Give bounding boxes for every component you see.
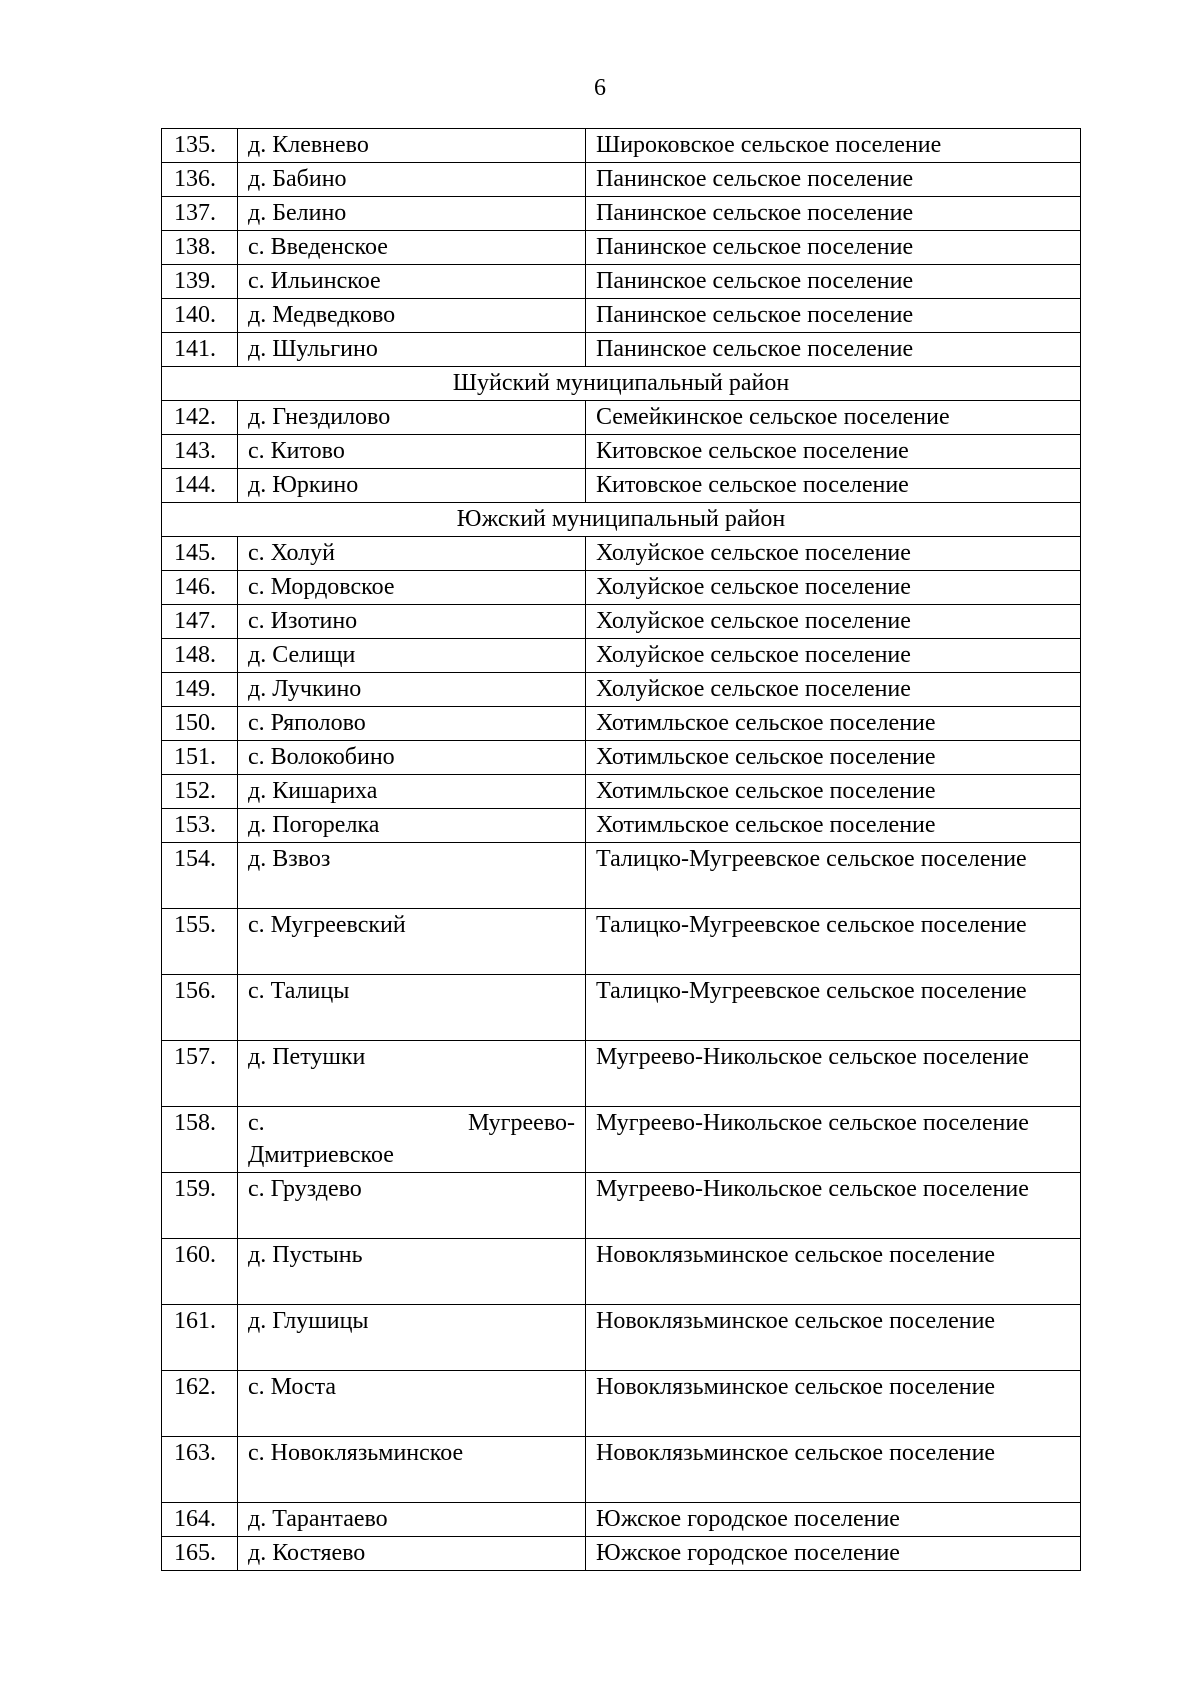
municipality-name: Новоклязьминское сельское поселение (586, 1437, 1081, 1503)
table-row (162, 975, 1081, 1041)
settlement-name: д. Кишариха (238, 775, 586, 809)
settlement-name: д. Тарантаево (238, 1503, 586, 1537)
municipality-name: Талицко-Мугреевское сельское поселение (586, 843, 1081, 909)
table-row (162, 809, 1081, 843)
municipality-name: Широковское сельское поселение (586, 129, 1081, 163)
section-title: Южский муниципальный район (162, 503, 1081, 537)
table-row (162, 129, 1081, 163)
table-row (162, 707, 1081, 741)
table-row (162, 673, 1081, 707)
row-number: 140. (162, 299, 238, 333)
row-number: 156. (162, 975, 238, 1041)
municipality-name: Холуйское сельское поселение (586, 605, 1081, 639)
settlement-name: д. Белино (238, 197, 586, 231)
row-number: 135. (162, 129, 238, 163)
table-row (162, 1503, 1081, 1537)
settlement-name: с. Талицы (238, 975, 586, 1041)
municipality-name: Холуйское сельское поселение (586, 639, 1081, 673)
section-header-row (162, 503, 1081, 537)
table-row (162, 1041, 1081, 1107)
settlement-name: с. Ряполово (238, 707, 586, 741)
settlement-name: с. Изотино (238, 605, 586, 639)
row-number: 162. (162, 1371, 238, 1437)
row-number: 145. (162, 537, 238, 571)
table-row (162, 909, 1081, 975)
municipality-name: Панинское сельское поселение (586, 231, 1081, 265)
settlement-name: д. Шульгино (238, 333, 586, 367)
settlement-name: д. Лучкино (238, 673, 586, 707)
row-number: 155. (162, 909, 238, 975)
row-number: 139. (162, 265, 238, 299)
table-row (162, 163, 1081, 197)
municipality-name: Холуйское сельское поселение (586, 673, 1081, 707)
row-number: 161. (162, 1305, 238, 1371)
table-row (162, 605, 1081, 639)
settlement-name: д. Погорелка (238, 809, 586, 843)
municipality-name: Панинское сельское поселение (586, 299, 1081, 333)
page-number: 6 (594, 75, 606, 101)
settlement-name: с. Новоклязьминское (238, 1437, 586, 1503)
municipality-name: Панинское сельское поселение (586, 197, 1081, 231)
municipality-name: Хотимльское сельское поселение (586, 707, 1081, 741)
row-number: 164. (162, 1503, 238, 1537)
municipality-name: Южское городское поселение (586, 1537, 1081, 1571)
settlement-name: д. Клевнево (238, 129, 586, 163)
settlement-name: с. Моста (238, 1371, 586, 1437)
settlement-name-line1 (248, 1107, 575, 1139)
municipality-name: Китовское сельское поселение (586, 469, 1081, 503)
row-number: 151. (162, 741, 238, 775)
table-row (162, 197, 1081, 231)
table-row (162, 1537, 1081, 1571)
row-number: 163. (162, 1437, 238, 1503)
settlement-name: д. Глушицы (238, 1305, 586, 1371)
row-number: 137. (162, 197, 238, 231)
municipality-name: Новоклязьминское сельское поселение (586, 1239, 1081, 1305)
table-row (162, 843, 1081, 909)
table-row (162, 435, 1081, 469)
settlement-name: д. Селищи (238, 639, 586, 673)
row-number: 149. (162, 673, 238, 707)
municipality-name: Панинское сельское поселение (586, 265, 1081, 299)
row-number: 158. (162, 1107, 238, 1173)
row-number: 148. (162, 639, 238, 673)
settlements-table (161, 128, 1081, 1571)
municipality-name: Холуйское сельское поселение (586, 571, 1081, 605)
row-number: 159. (162, 1173, 238, 1239)
table-row (162, 1239, 1081, 1305)
municipality-name: Мугреево-Никольское сельское поселение (586, 1173, 1081, 1239)
municipality-name: Семейкинское сельское поселение (586, 401, 1081, 435)
row-number: 136. (162, 163, 238, 197)
municipality-name: Талицко-Мугреевское сельское поселение (586, 909, 1081, 975)
row-number: 144. (162, 469, 238, 503)
municipality-name: Мугреево-Никольское сельское поселение (586, 1107, 1081, 1173)
municipality-name: Холуйское сельское поселение (586, 537, 1081, 571)
table-row (162, 775, 1081, 809)
municipality-name: Китовское сельское поселение (586, 435, 1081, 469)
table-row (162, 1107, 1081, 1173)
row-number: 150. (162, 707, 238, 741)
table-row (162, 639, 1081, 673)
settlement-name: д. Петушки (238, 1041, 586, 1107)
table-row (162, 333, 1081, 367)
settlement-name: д. Взвоз (238, 843, 586, 909)
row-number: 152. (162, 775, 238, 809)
municipality-name: Хотимльское сельское поселение (586, 809, 1081, 843)
settlement-name: с. Волокобино (238, 741, 586, 775)
municipality-name: Новоклязьминское сельское поселение (586, 1371, 1081, 1437)
table-row (162, 1173, 1081, 1239)
settlement-name: д. Медведково (238, 299, 586, 333)
table-row (162, 231, 1081, 265)
settlement-name: д. Гнездилово (238, 401, 586, 435)
row-number: 142. (162, 401, 238, 435)
settlement-name: с. Холуй (238, 537, 586, 571)
table-row (162, 299, 1081, 333)
settlement-name: с. Груздево (238, 1173, 586, 1239)
settlement-name: с. Китово (238, 435, 586, 469)
table-row (162, 537, 1081, 571)
settlement-prefix: с. (248, 1110, 265, 1136)
table-row (162, 571, 1081, 605)
row-number: 147. (162, 605, 238, 639)
section-title: Шуйский муниципальный район (162, 367, 1081, 401)
row-number: 160. (162, 1239, 238, 1305)
municipality-name: Мугреево-Никольское сельское поселение (586, 1041, 1081, 1107)
settlement-name-part1: Мугреево- (467, 1110, 575, 1136)
section-header-row (162, 367, 1081, 401)
settlement-name: д. Юркино (238, 469, 586, 503)
table-row (162, 741, 1081, 775)
municipality-name: Новоклязьминское сельское поселение (586, 1305, 1081, 1371)
municipality-name: Южское городское поселение (586, 1503, 1081, 1537)
settlement-name: д. Бабино (238, 163, 586, 197)
row-number: 157. (162, 1041, 238, 1107)
table-row (162, 401, 1081, 435)
settlement-name: д. Костяево (238, 1537, 586, 1571)
municipality-name: Хотимльское сельское поселение (586, 775, 1081, 809)
settlement-name: с. Мугреевский (238, 909, 586, 975)
table-row (162, 1305, 1081, 1371)
settlement-name: д. Пустынь (238, 1239, 586, 1305)
row-number: 143. (162, 435, 238, 469)
settlement-name: с. Ильинское (238, 265, 586, 299)
table-row (162, 1371, 1081, 1437)
settlement-name-part2: Дмитриевское (248, 1142, 394, 1168)
table-row (162, 1437, 1081, 1503)
row-number: 153. (162, 809, 238, 843)
row-number: 138. (162, 231, 238, 265)
row-number: 146. (162, 571, 238, 605)
settlement-name: с. Мордовское (238, 571, 586, 605)
table-body (162, 129, 1081, 1571)
municipality-name: Хотимльское сельское поселение (586, 741, 1081, 775)
row-number: 165. (162, 1537, 238, 1571)
row-number: 141. (162, 333, 238, 367)
row-number: 154. (162, 843, 238, 909)
table-row (162, 265, 1081, 299)
municipality-name: Панинское сельское поселение (586, 163, 1081, 197)
table-row (162, 469, 1081, 503)
settlement-name: с. Введенское (238, 231, 586, 265)
municipality-name: Панинское сельское поселение (586, 333, 1081, 367)
municipality-name: Талицко-Мугреевское сельское поселение (586, 975, 1081, 1041)
settlement-name (238, 1107, 586, 1173)
